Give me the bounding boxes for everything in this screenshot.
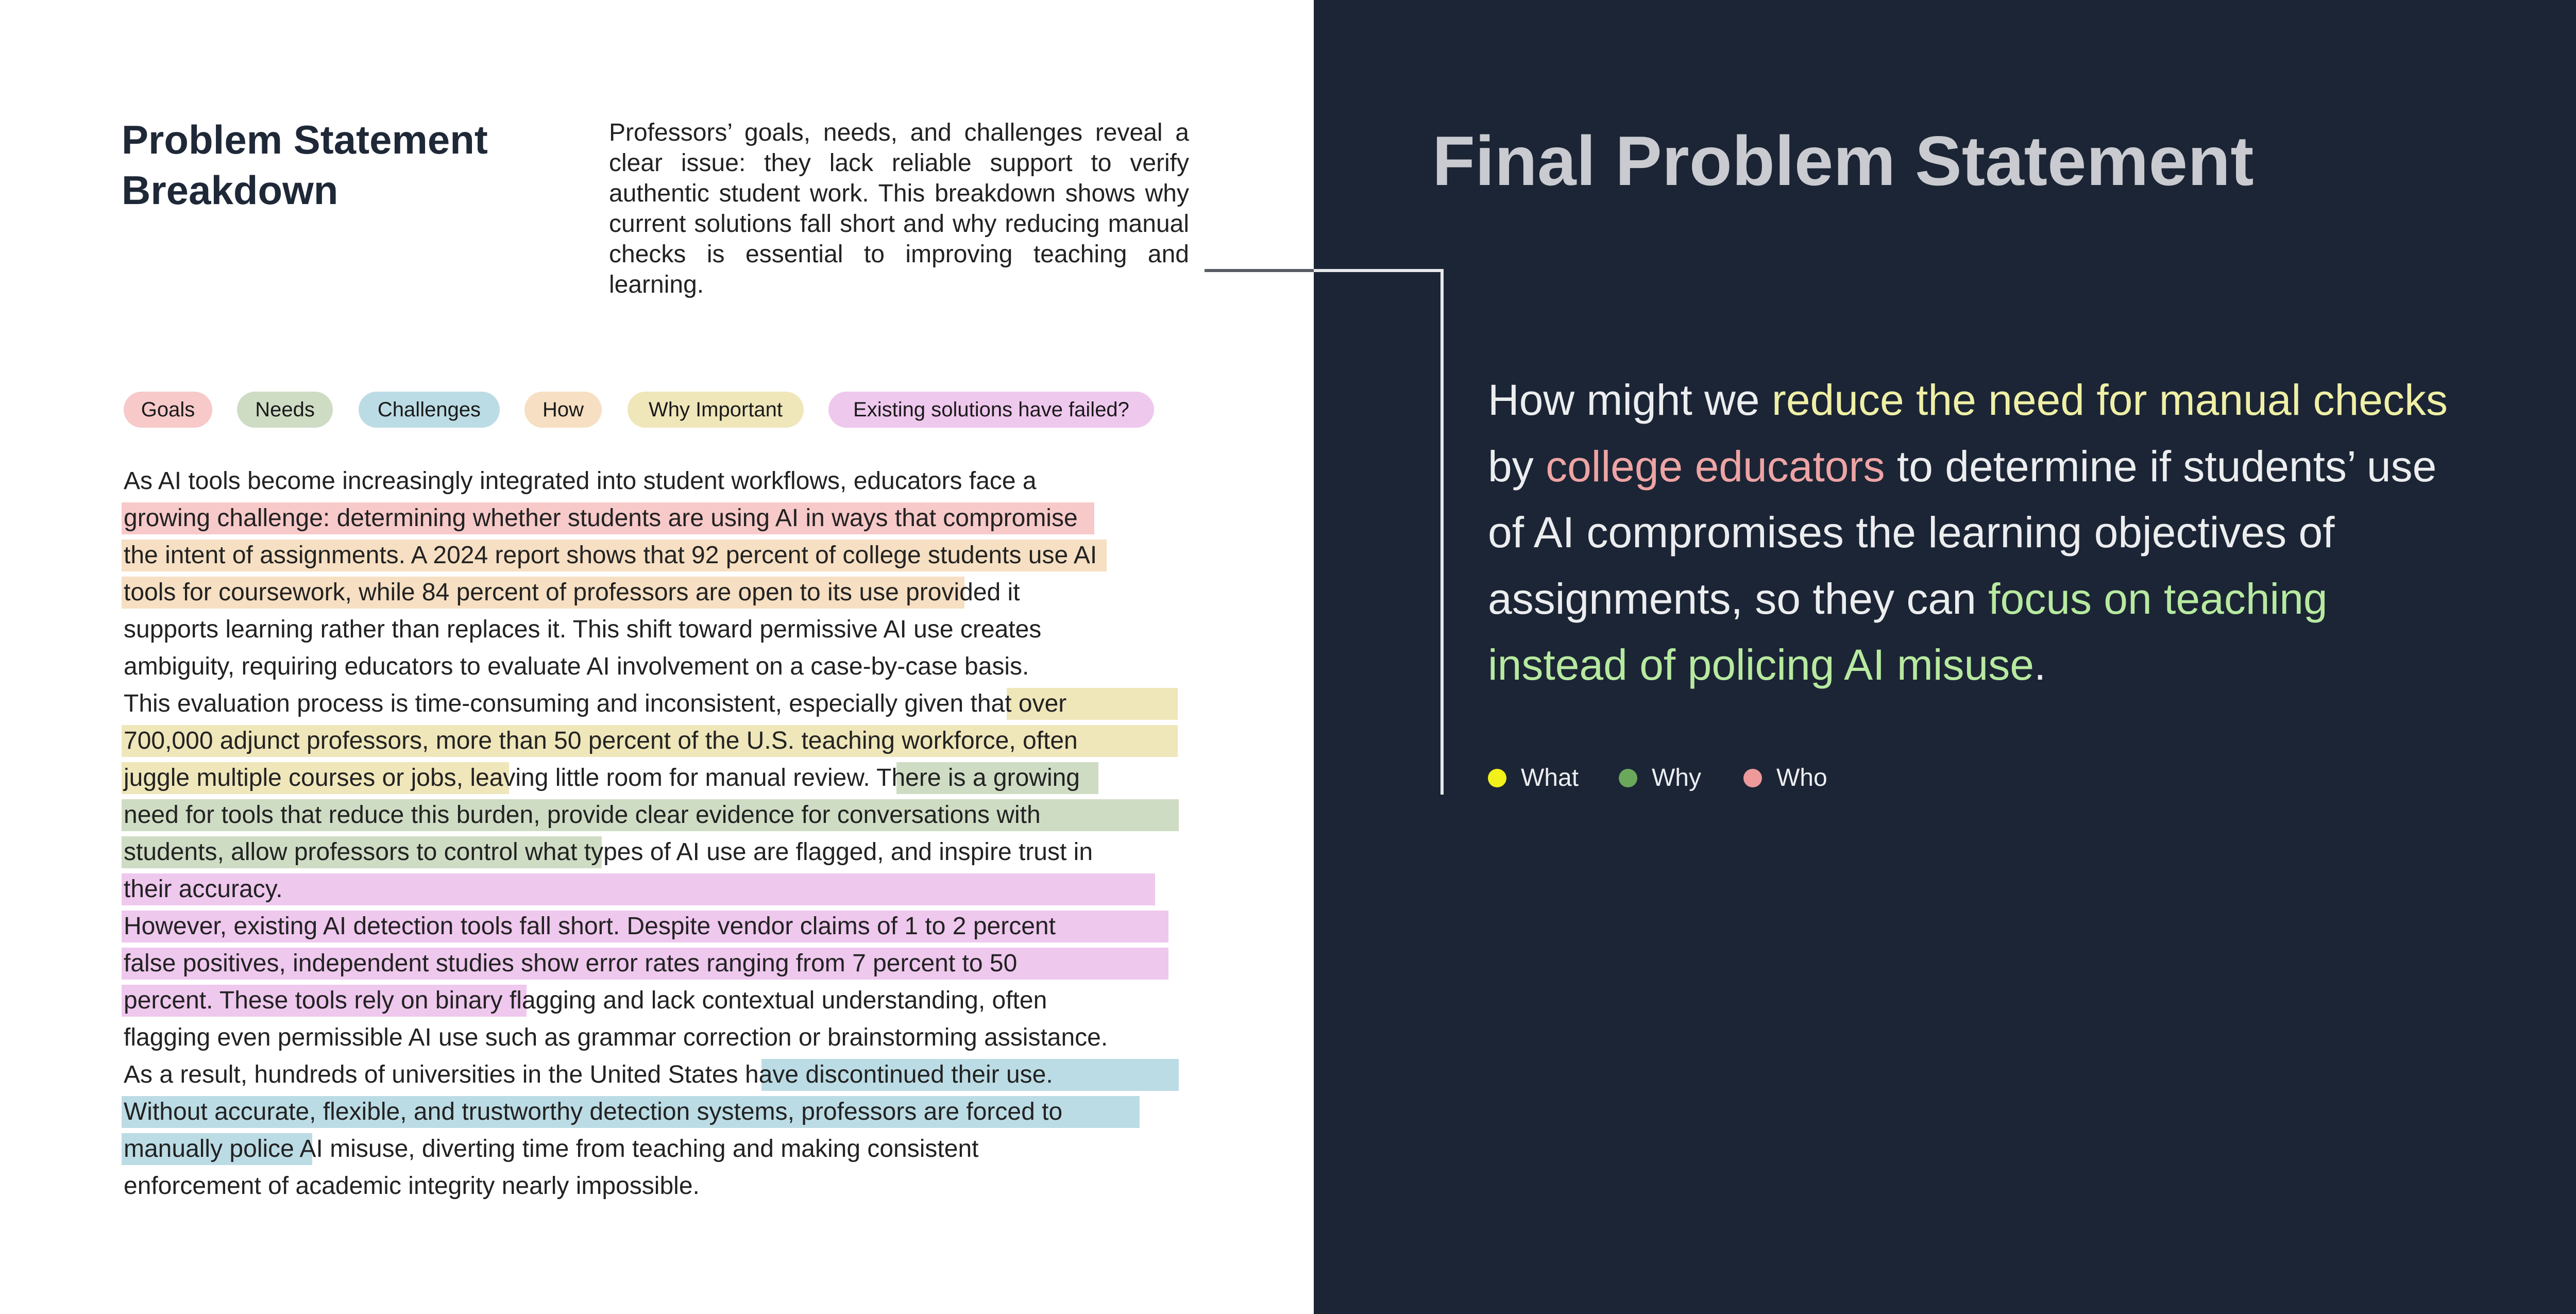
- body-line: Without accurate, flexible, and trustworthy detection systems, professors are forced to: [124, 1098, 1063, 1125]
- body-line: 700,000 adjunct professors, more than 50 percent of the U.S. teaching workforce, often: [124, 727, 1078, 754]
- body-line: growing challenge: determining whether students are using AI in ways that compromise: [124, 504, 1078, 532]
- who-dot-icon: [1743, 769, 1762, 787]
- tag-challenges: Challenges: [359, 392, 500, 428]
- body-line: manually police AI misuse, diverting time from teaching and making consistent: [124, 1135, 979, 1163]
- body-line: enforcement of academic integrity nearly impossible.: [124, 1172, 700, 1200]
- body-line: students, allow professors to control what types of AI use are flagged, and inspire trust in: [124, 838, 1093, 866]
- what-dot-icon: [1488, 769, 1506, 787]
- final-statement-title: Final Problem Statement: [1432, 122, 2254, 200]
- body-line: flagging even permissible AI use such as grammar correction or brainstorming assistance.: [124, 1024, 1108, 1051]
- body-line: ambiguity, requiring educators to evaluate AI involvement on a case-by-case basis.: [124, 653, 1029, 680]
- final-problem-statement: [1488, 367, 2477, 698]
- legend-label: Why: [1652, 764, 1701, 791]
- statement-why: focus on teaching instead of policing AI misuse: [1488, 574, 2328, 689]
- body-line: percent. These tools rely on binary flagging and lack contextual understanding, often: [124, 987, 1047, 1014]
- why-dot-icon: [1619, 769, 1637, 787]
- tag-why-important: Why Important: [628, 392, 804, 428]
- body-line: their accuracy.: [124, 875, 283, 903]
- body-line: As AI tools become increasingly integrated into student workflows, educators face a: [124, 467, 1037, 495]
- connector-line-vertical: [1440, 269, 1444, 795]
- legend-label: What: [1521, 764, 1579, 791]
- tag-existing-solutions-failed: Existing solutions have failed?: [828, 392, 1154, 428]
- connector-line-left: [1205, 269, 1314, 272]
- statement-text: to determine if students’ use of AI compromises the learning objectives of assignments, so they can: [1488, 442, 2437, 623]
- body-line: This evaluation process is time-consuming and inconsistent, especially given that over: [124, 690, 1067, 717]
- tag-how: How: [524, 392, 602, 428]
- statement-text: by: [1488, 442, 1546, 491]
- tag-goals: Goals: [124, 392, 212, 428]
- body-line: supports learning rather than replaces it. This shift toward permissive AI use creates: [124, 616, 1042, 643]
- body-line: false positives, independent studies show error rates ranging from 7 percent to 50: [124, 950, 1018, 977]
- body-line: However, existing AI detection tools fall short. Despite vendor claims of 1 to 2 percent: [124, 913, 1056, 940]
- tag-needs: Needs: [237, 392, 333, 428]
- body-line: need for tools that reduce this burden, provide clear evidence for conversations with: [124, 801, 1041, 829]
- connector-line-right: [1314, 269, 1444, 272]
- body-line: juggle multiple courses or jobs, leaving little room for manual review. There is a growing: [124, 764, 1080, 791]
- body-line: the intent of assignments. A 2024 report shows that 92 percent of college students use AI: [124, 542, 1097, 569]
- legend-label: Who: [1776, 764, 1827, 791]
- breakdown-title: Problem Statement Breakdown: [122, 117, 488, 213]
- statement-text: .: [2033, 641, 2046, 689]
- statement-text: How might we: [1488, 376, 1772, 424]
- breakdown-intro: Professors’ goals, needs, and challenges reveal a clear issue: they lack reliable support to verify authentic student work. This breakdown shows why current solutions fall short and why reducing manual checks is essential to improving teaching and learning.: [609, 119, 1189, 298]
- statement-who: college educators: [1546, 442, 1885, 491]
- body-line: As a result, hundreds of universities in the United States have discontinued their use.: [124, 1061, 1053, 1088]
- body-line: tools for coursework, while 84 percent of professors are open to its use provided it: [124, 579, 1020, 606]
- statement-what: reduce the need for manual checks: [1771, 376, 2448, 424]
